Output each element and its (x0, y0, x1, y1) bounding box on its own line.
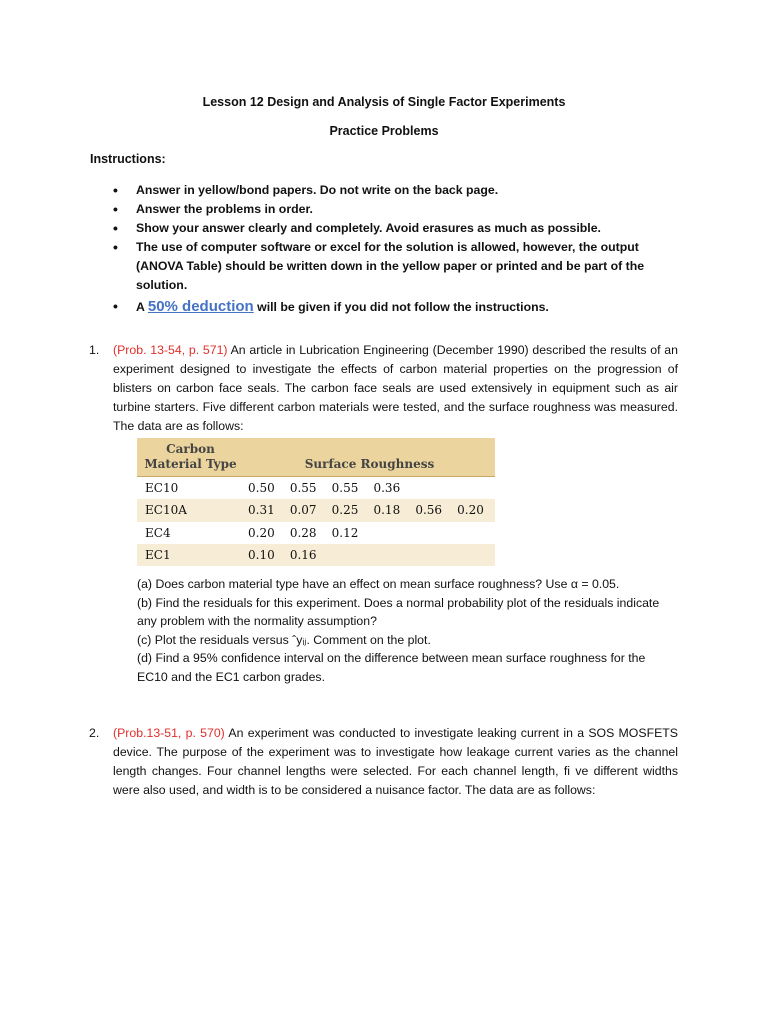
roughness-value (453, 477, 495, 500)
practice-problems-subtitle: Practice Problems (329, 124, 439, 138)
carbon-material-type-header (137, 438, 244, 477)
material-type: EC10A (145, 503, 187, 518)
roughness-value: 0.55 (331, 481, 359, 496)
table-row (137, 522, 495, 544)
table-row (137, 544, 495, 566)
roughness-value: 0.10 (248, 547, 275, 562)
problem-2-body: An experiment was conducted to investigate leaking current in a SOS MOSFETS device. The purpose of the experiment was to investigate how leakage current varies as the channel length changes. Four channel lengths were selected. For each channel length, fi ve different widths were also used, and width is to be considered a nuisance factor. The data are as follows: (113, 726, 678, 797)
roughness-value: 0.25 (331, 503, 359, 518)
material-type: EC10 (145, 481, 179, 496)
instruction-item: • Answer in yellow/bond papers. Do not write on the back page. (113, 181, 673, 200)
instruction-item: • The use of computer software or excel for the solution is allowed, however, the output (ANOVA Table) should be written down in the yellow paper or printed and be part of the solution. (113, 238, 673, 295)
roughness-value: 0.07 (289, 503, 317, 518)
problem-1-questions (137, 575, 679, 686)
roughness-value (369, 522, 411, 544)
roughness-value: 0.20 (248, 525, 275, 540)
deduction-suffix: will be given if you did not follow the instructions. (257, 300, 549, 314)
roughness-value: 0.18 (373, 503, 401, 518)
question-c: (c) Plot the residuals versus ˆyᵢⱼ. Comment on the plot. (137, 632, 431, 647)
table-row (137, 477, 495, 500)
roughness-value: 0.28 (289, 525, 317, 540)
surface-roughness-table (137, 438, 495, 566)
roughness-value (411, 544, 453, 566)
instruction-item-deduction (113, 297, 673, 317)
roughness-value: 0.36 (373, 481, 401, 496)
instruction-item: • Show your answer clearly and completely. Avoid erasures as much as possible. (113, 219, 673, 238)
roughness-value: 0.20 (457, 503, 484, 518)
problem-2 (89, 724, 678, 800)
problem-1-reference: (Prob. 13-54, p. 571) (113, 343, 228, 357)
problem-2-number: 2. (89, 726, 100, 740)
deduction-prefix: A (136, 300, 145, 314)
roughness-value: 0.50 (248, 481, 275, 496)
roughness-value (411, 522, 453, 544)
roughness-value (453, 522, 495, 544)
problem-1 (89, 341, 678, 436)
deduction-highlight: 50% deduction (147, 298, 254, 315)
problem-1-body: An article in Lubrication Engineering (December 1990) described the results of an experiment designed to investigate the effects of carbon material properties on the progression of blisters on carbon face seals. The carbon face seals are used extensively in equipment such as air turbine starters. Five different carbon materials were tested, and the surface roughness was measured. The data are as follows: (113, 343, 678, 433)
lesson-title: Lesson 12 Design and Analysis of Single Factor Experiments (202, 95, 566, 109)
roughness-value: 0.12 (331, 525, 359, 540)
roughness-value: 0.56 (415, 503, 443, 518)
question-b: (b) Find the residuals for this experiment. Does a normal probability plot of the residuals indicate any problem with the normality assumption? (137, 595, 660, 628)
problem-2-reference: (Prob.13-51, p. 570) (113, 726, 225, 740)
problem-1-number: 1. (89, 343, 100, 357)
instructions-list (113, 181, 673, 317)
roughness-value (328, 544, 370, 566)
surface-roughness-header: Surface Roughness (244, 438, 495, 477)
header-line-2: Material Type (144, 457, 237, 471)
instructions-heading: Instructions: (90, 152, 166, 166)
question-d: (d) Find a 95% confidence interval on the difference between mean surface roughness for the EC10 and the EC1 carbon grades. (137, 651, 646, 684)
problem-2-text (113, 724, 678, 800)
table-header-row (137, 438, 495, 477)
roughness-value (411, 477, 453, 500)
material-type: EC4 (145, 525, 171, 540)
roughness-value: 0.55 (289, 481, 317, 496)
header-line-1: Carbon (166, 442, 215, 456)
roughness-value (453, 544, 495, 566)
roughness-value: 0.16 (289, 547, 317, 562)
table-row (137, 499, 495, 521)
roughness-value (369, 544, 411, 566)
roughness-value: 0.31 (248, 503, 275, 518)
problem-1-text (113, 341, 678, 436)
material-type: EC1 (145, 547, 171, 562)
instruction-item: • Answer the problems in order. (113, 200, 673, 219)
question-a: (a) Does carbon material type have an effect on mean surface roughness? Use α = 0.05. (137, 577, 620, 591)
